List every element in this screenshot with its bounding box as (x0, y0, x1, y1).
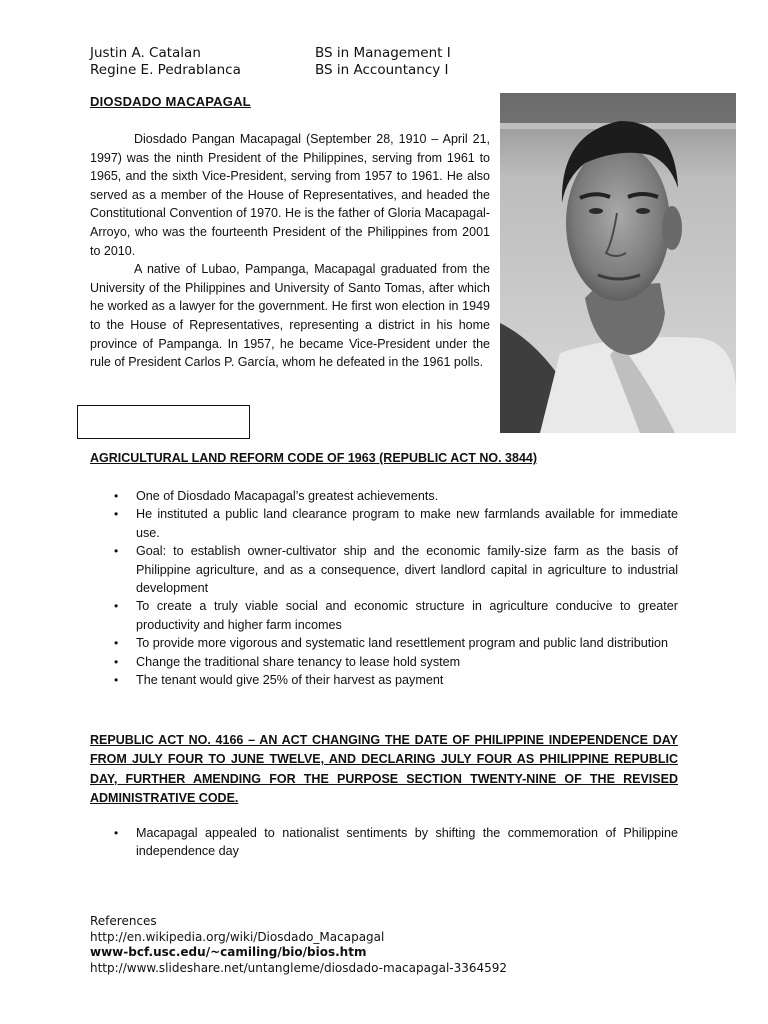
list-item: • Change the traditional share tenancy to lease hold system (90, 653, 678, 671)
list-item: • One of Diosdado Macapagal’s greatest achievements. (90, 487, 678, 505)
section-title: REPUBLIC ACT NO. 4166 – AN ACT CHANGING THE DATE OF PHILIPPINE INDEPENDENCE DAY FROM JULY FOUR TO JUNE TWELVE, AND DECLARING JULY FOUR AS PHILIPPINE REPUBLIC DAY, FURTHER AMENDING FOR THE PURPOSE SECTION TWENTY-NINE OF THE REVISED ADMINISTRATIVE CODE. (90, 733, 678, 805)
author-name: Justin A. Catalan (90, 45, 201, 61)
list-item: • He instituted a public land clearance program to make new farmlands available for immediate use. (90, 505, 678, 542)
reference-link[interactable]: http://en.wikipedia.org/wiki/Diosdado_Macapagal (90, 929, 385, 944)
bio-paragraph: Diosdado Pangan Macapagal (September 28, 1910 – April 21, 1997) was the ninth President of the Philippines, serving from 1961 to 1965, and the sixth Vice-President, serving from 1957 to 1961. He also served as a member of the House of Representatives, and headed the Constitutional Convention of 1970. He is the father of Gloria Macapagal-Arroyo, who was the fourteenth President of the Philippines from 2001 to 2010. (90, 132, 490, 258)
list-item: • To create a truly viable social and economic structure in agriculture conducive to greater productivity and higher farm incomes (90, 597, 678, 634)
section-title: AGRICULTURAL LAND REFORM CODE OF 1963 (REPUBLIC ACT NO. 3844) (90, 451, 538, 465)
references-label: References (90, 914, 157, 928)
reference-link[interactable]: http://www.slideshare.net/untangleme/diosdado-macapagal-3364592 (90, 960, 508, 975)
bio-paragraph: A native of Lubao, Pampanga, Macapagal graduated from the University of the Philippines and University of Santo Tomas, after which he worked as a lawyer for the government. He first won election in 1949 to the House of Representatives, representing a district in his home province of Pampanga. In 1957, he became Vice-President under the rule of President Carlos P. García, whom he defeated in the 1961 polls. (90, 262, 490, 370)
list-item: • To provide more vigorous and systematic land resettlement program and public land distribution (90, 634, 678, 652)
section-bullet-list (90, 824, 678, 861)
references (90, 914, 507, 976)
list-item: • Goal: to establish owner-cultivator ship and the economic family-size farm as the basis of Philippine agriculture, and as a consequence, divert landlord capital in agriculture to industrial development (90, 542, 678, 597)
bio-title: DIOSDADO MACAPAGAL (90, 94, 251, 109)
list-item: • Macapagal appealed to nationalist sentiments by shifting the commemoration of Philippine independence day (90, 824, 678, 861)
bio-body (90, 130, 490, 372)
empty-text-box (77, 405, 250, 439)
author-course: BS in Management I (315, 45, 451, 61)
portrait-photo (500, 93, 736, 433)
reference-link[interactable]: www-bcf.usc.edu/~camiling/bio/bios.htm (90, 945, 367, 959)
author-row (90, 62, 451, 79)
list-item: • The tenant would give 25% of their harvest as payment (90, 671, 678, 689)
author-course: BS in Accountancy I (315, 62, 449, 78)
section-bullet-list (90, 487, 678, 689)
author-name: Regine E. Pedrablanca (90, 62, 241, 78)
portrait-image (500, 93, 736, 433)
author-row (90, 45, 451, 62)
author-header (90, 45, 451, 79)
